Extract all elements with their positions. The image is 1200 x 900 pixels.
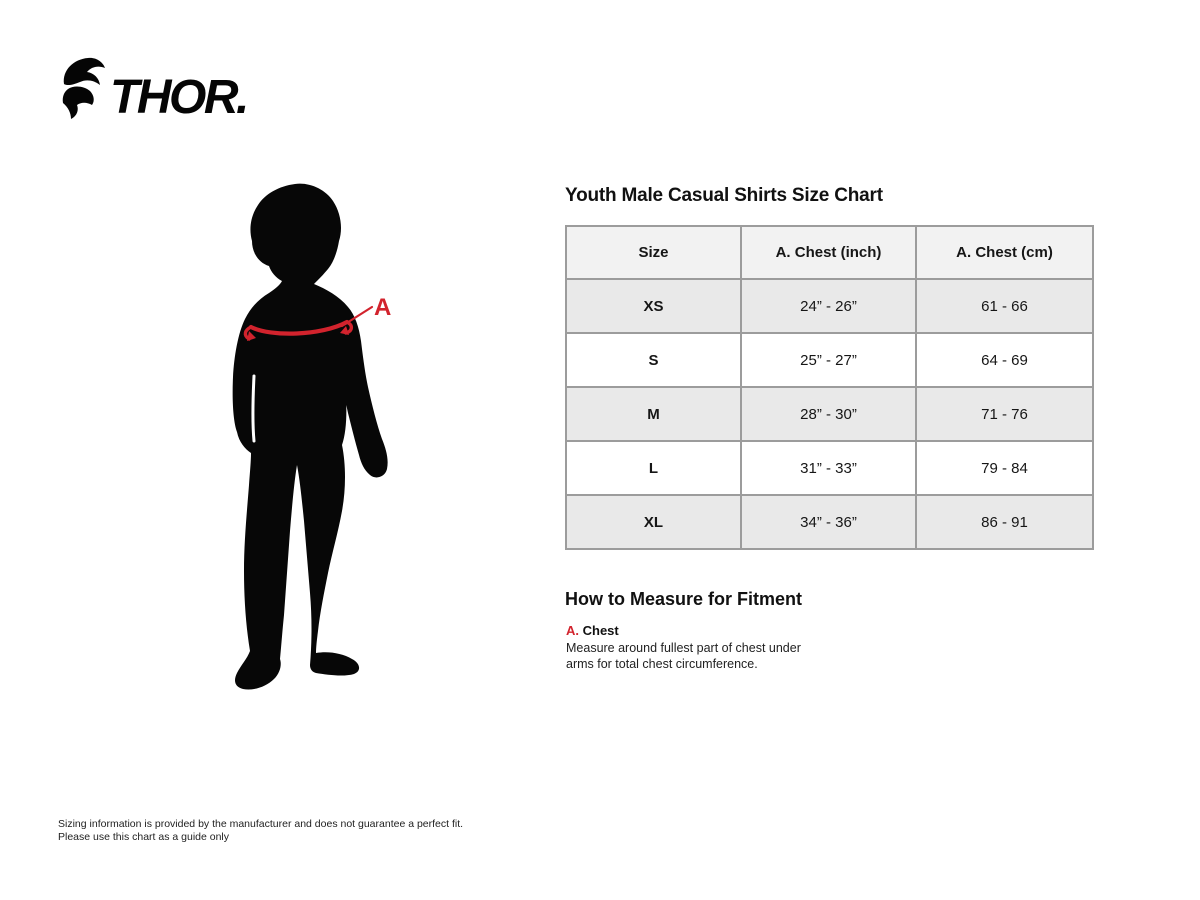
chest-inch-cell: 24” - 26”: [741, 279, 916, 333]
measure-description: Measure around fullest part of chest under arms for total chest circumference.: [566, 641, 801, 671]
chest-cm-cell: 61 - 66: [916, 279, 1093, 333]
chest-measurement-label: A: [374, 294, 392, 321]
measure-name: Chest: [582, 623, 619, 638]
thor-logo: [58, 56, 268, 124]
column-header-chest-cm: A. Chest (cm): [916, 226, 1093, 279]
chest-cm-cell: 86 - 91: [916, 495, 1093, 549]
chest-inch-cell: 28” - 30”: [741, 387, 916, 441]
chest-inch-cell: 25” - 27”: [741, 333, 916, 387]
measure-item-heading: [566, 623, 619, 638]
disclaimer-line-1: Sizing information is provided by the manufacturer and does not guarantee a perfect fit.: [58, 818, 464, 830]
size-chart-table: [565, 225, 1094, 550]
table-row: [566, 333, 1093, 387]
table-row: [566, 279, 1093, 333]
size-cell: M: [566, 387, 741, 441]
measure-section-title: How to Measure for Fitment: [565, 589, 803, 609]
disclaimer: [58, 818, 463, 843]
chest-cm-cell: 64 - 69: [916, 333, 1093, 387]
size-cell: XS: [566, 279, 741, 333]
thor-logo-text: THOR.: [110, 71, 247, 124]
arm-body-gap: [253, 376, 254, 441]
table-row: [566, 387, 1093, 441]
size-chart-title: Youth Male Casual Shirts Size Chart: [565, 185, 883, 206]
thor-logo-svg: [58, 56, 268, 124]
size-cell: XL: [566, 495, 741, 549]
column-header-chest-inch: A. Chest (inch): [741, 226, 916, 279]
table-row: [566, 495, 1093, 549]
size-cell: L: [566, 441, 741, 495]
disclaimer-line-2: Please use this chart as a guide only: [58, 830, 230, 843]
header-row: [566, 226, 1093, 279]
youth-silhouette: [233, 184, 388, 690]
chest-inch-cell: 31” - 33”: [741, 441, 916, 495]
size-cell: S: [566, 333, 741, 387]
thor-goat-icon: [63, 58, 105, 119]
youth-silhouette-figure: [225, 180, 405, 704]
chest-cm-cell: 71 - 76: [916, 387, 1093, 441]
column-header-size: Size: [566, 226, 741, 279]
chest-inch-cell: 34” - 36”: [741, 495, 916, 549]
table-row: [566, 441, 1093, 495]
measure-key: A.: [566, 623, 579, 638]
chest-cm-cell: 79 - 84: [916, 441, 1093, 495]
youth-silhouette-svg: [225, 180, 405, 704]
